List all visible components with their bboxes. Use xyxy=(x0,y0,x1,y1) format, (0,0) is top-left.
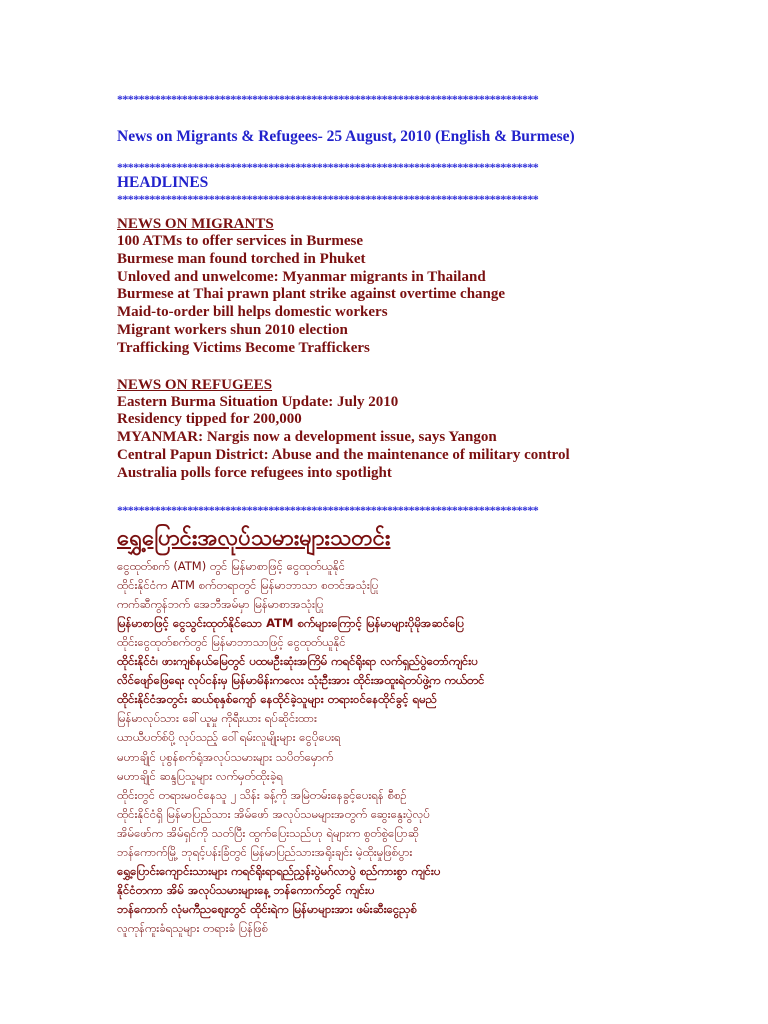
headline-item[interactable]: Central Papun District: Abuse and the maintenance of military control xyxy=(117,446,570,463)
document-body xyxy=(117,92,757,938)
burmese-headline[interactable]: လူကုန်ကူးခံရသူများ တရားခံ ပြန်ဖြစ် xyxy=(117,921,269,936)
burmese-headline[interactable]: မြန်မာစာဖြင့် ငွေသွင်းထုတ်နိုင်သော ATM စက်များကြောင့် မြန်မာများပိုမိုအဆင်ပြေ xyxy=(117,615,464,630)
burmese-headline[interactable]: လိင်ဖျော်ဖြေရေး လုပ်ငန်းမှ မြန်မာမိန်းကလေး သုံးဦးအား ထိုင်းအထူးရဲတပ်ဖွဲ့က ကယ်တင် xyxy=(117,673,485,688)
burmese-headline[interactable]: ဘန်ကောက် လုံမကီညစျေးတွင် ထိုင်းရဲက မြန်မာများအား ဖမ်းဆီးငွေညှစ် xyxy=(117,902,417,917)
burmese-headline[interactable]: ထိုင်းနိုင်ငံက ATM စက်တရာတွင် မြန်မာဘာသာ စတင်အသုံးပြု xyxy=(117,577,379,592)
burmese-headline[interactable]: ကက်ဆီကွန်ဘက် အေဘီအမ်မှာ မြန်မာစာအသုံးပြု xyxy=(117,596,324,611)
burmese-headline[interactable]: မဟာချိုင် ပုစွန်စက်ရုံအလုပ်သမားများ သပိတ်မှောက် xyxy=(117,749,334,764)
burmese-headline[interactable]: ရွှေ့ပြောင်းကျောင်းသားများ ကရင်ရိုးရာရည်ညွှန်းပွဲမဂ်လာပွဲ စည်ကားစွာ ကျင်းပ xyxy=(117,864,441,879)
migrants-list xyxy=(117,233,757,358)
separator-line: ****************************************************************************** xyxy=(117,92,539,106)
headlines-label: HEADLINES xyxy=(117,174,209,191)
separator-line: ****************************************************************************** xyxy=(117,192,539,206)
refugees-heading: NEWS ON REFUGEES xyxy=(117,376,273,393)
headline-item[interactable]: Burmese at Thai prawn plant strike against overtime change xyxy=(117,286,506,303)
headline-item[interactable]: Burmese man found torched in Phuket xyxy=(117,250,366,267)
burmese-headline[interactable]: အိမ်ဖော်က အိမ်ရှင်ကို သတ်ပြီး ထွက်ပြေးသည်ဟု ရဲများက စွတ်စွဲပြောဆို xyxy=(117,825,419,840)
refugees-list xyxy=(117,394,757,483)
headline-item[interactable]: Residency tipped for 200,000 xyxy=(117,411,302,428)
migrants-heading: NEWS ON MIGRANTS xyxy=(117,216,274,232)
headline-item[interactable]: Eastern Burma Situation Update: July 2010 xyxy=(117,393,399,410)
headline-item[interactable]: Unloved and unwelcome: Myanmar migrants in Thailand xyxy=(117,268,486,285)
burmese-headline[interactable]: မြန်မာလုပ်သား ခေါ်ယူမှု ကိုရီးယား ရပ်ဆိုင်းထား xyxy=(117,711,317,726)
burmese-headline[interactable]: ငွေထုတ်စက် (ATM) တွင် မြန်မာစာဖြင့် ငွေထုတ်ယူနိုင် xyxy=(117,558,346,573)
burmese-headline[interactable]: မဟာချိုင် ဆန္ဒပြသူများ လက်မှတ်ထိုးခဲ့ရ xyxy=(117,768,283,783)
burmese-section-heading: ရွှေ့ပြောင်းအလုပ်သမားများသတင်း xyxy=(117,525,391,551)
headline-item[interactable]: Trafficking Victims Become Traffickers xyxy=(117,339,370,356)
headline-item[interactable]: Migrant workers shun 2010 election xyxy=(117,321,348,338)
headline-item[interactable]: 100 ATMs to offer services in Burmese xyxy=(117,233,364,249)
document-title: News on Migrants & Refugees- 25 August, 2010 (English & Burmese) xyxy=(117,128,575,145)
burmese-headline[interactable]: ဘန်ကောက်မြို့ ဘုရင့်ပန်းခြံတွင် မြန်မာပြည်သားအရိုးချင်း မဲ့ထိုးမှုဖြစ်ပွား xyxy=(117,844,413,859)
burmese-headline[interactable]: ယာယီပတ်စ်ပို့ လုပ်သည့် ဝေါ်ရမ်းလူမျိုးများ ငွေပိုပေးရ xyxy=(117,730,341,745)
headline-item[interactable]: MYANMAR: Nargis now a development issue, says Yangon xyxy=(117,429,497,446)
separator-line: ****************************************************************************** xyxy=(117,502,539,517)
headline-item[interactable]: Maid-to-order bill helps domestic workers xyxy=(117,304,388,321)
headline-item[interactable]: Australia polls force refugees into spotlight xyxy=(117,464,392,481)
burmese-headline[interactable]: နိုင်ငံတကာ အိမ် အလုပ်သမားများနေ့ ဘန်ကောက်တွင် ကျင်းပ xyxy=(117,883,375,898)
burmese-headline[interactable]: ထိုင်းနိုင်ငံအတွင်း ဆယ်စုနှစ်ကျော် နေထိုင်ခဲ့သူများ တရားဝင်နေထိုင်ခွင့် ရမည် xyxy=(117,692,437,707)
burmese-headline[interactable]: ထိုင်းနိုင်ငံရှိ မြန်မာပြည်သား အိမ်ဖော် အလုပ်သမများအတွက် ဆွေးနွေးပွဲလုပ် xyxy=(117,806,430,821)
separator-line: ****************************************************************************** xyxy=(117,160,539,174)
burmese-headline-list xyxy=(117,557,757,939)
burmese-headline[interactable]: ထိုင်းနိုင်ငံ၊ ဖားကျစ်နယ်မြေတွင် ပထမဦးဆုံးအကြိမ် ကရင်ရိုးရာ လက်ရှည်ပွဲတော်ကျင်းပ xyxy=(117,654,478,669)
burmese-headline[interactable]: ထိုင်းငွေထုတ်စက်တွင် မြန်မာဘာသာဖြင့် ငွေထုတ်ယူနိုင် xyxy=(117,634,346,649)
burmese-headline[interactable]: ထိုင်းတွင် တရားမဝင်နေသူ ၂ သိန်း ခန့်ကို အမြဲတမ်းနေခွင့်ပေးရန် စီစဉ် xyxy=(117,787,407,802)
